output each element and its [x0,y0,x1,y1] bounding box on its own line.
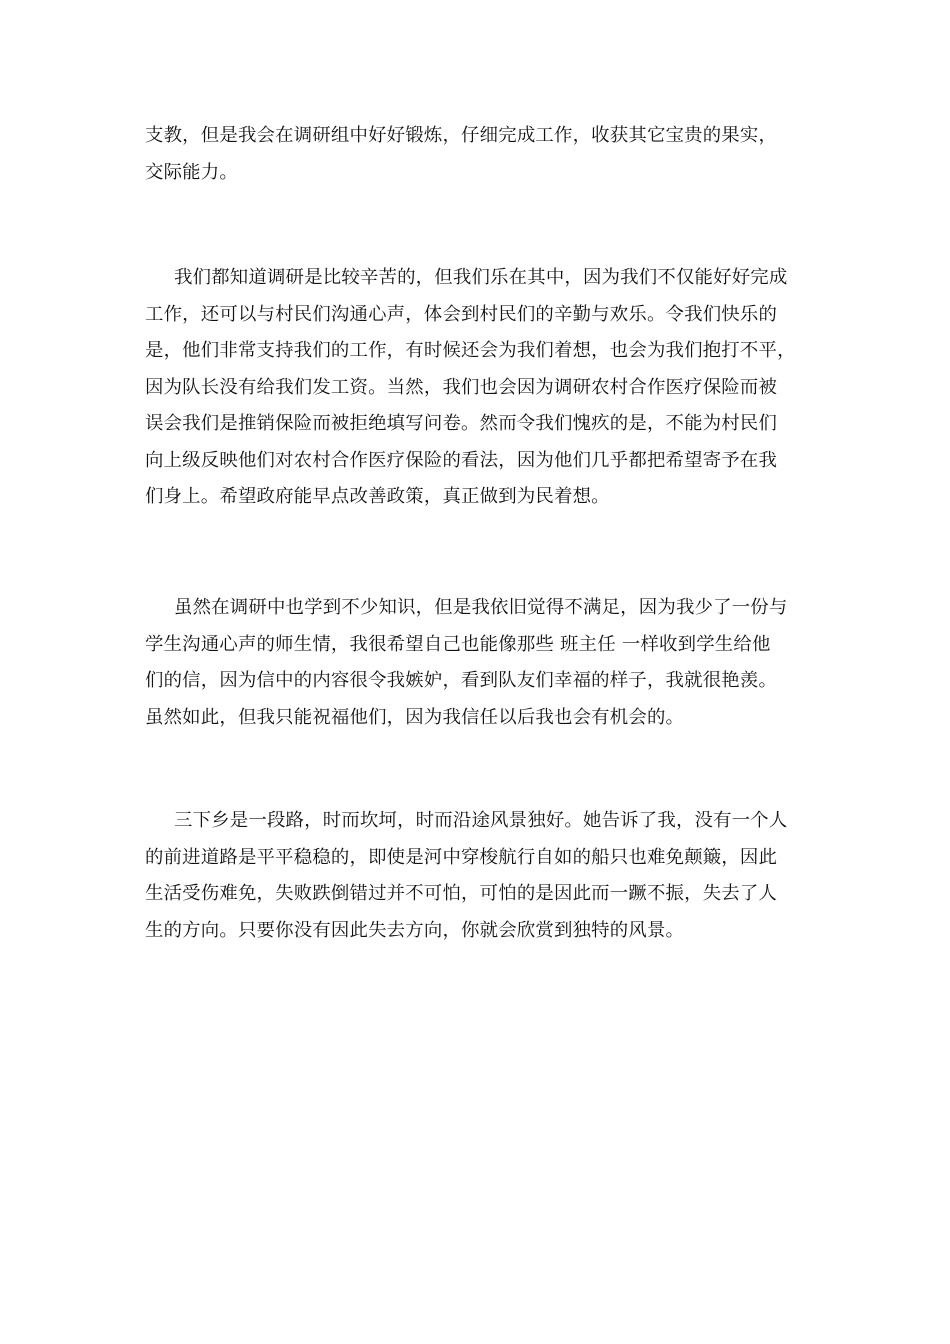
paragraph-line: 是，他们非常支持我们的工作，有时候还会为我们着想，也会为我们抱打不平， [145,340,796,361]
paragraph-line: 生的方向。只要你没有因此失去方向，你就会欣赏到独特的风景。 [145,919,685,941]
paragraph-line: 学生沟通心声的师生情，我很希望自己也能像那些 班主任 一样收到学生给他 [145,633,771,655]
paragraph-4 [145,803,810,949]
paragraph-line: 我们都知道调研是比较辛苦的，但我们乐在其中，因为我们不仅能好好完成 [174,267,788,288]
paragraph-1 [145,118,810,191]
paragraph-2 [145,260,810,516]
paragraph-line: 三下乡是一段路，时而坎坷，时而沿途风景独好。她告诉了我，没有一个人 [174,810,788,831]
paragraph-3 [145,590,810,736]
paragraph-line: 工作，还可以与村民们沟通心声，体会到村民们的辛勤与欢乐。令我们快乐的 [145,303,778,325]
paragraph-line: 的前进道路是平平稳稳的，即使是河中穿梭航行自如的船只也难免颠簸，因此 [145,846,778,868]
paragraph-line: 因为队长没有给我们发工资。当然，我们也会因为调研农村合作医疗保险而被 [145,376,778,398]
paragraph-line: 们的信，因为信中的内容很令我嫉妒，看到队友们幸福的样子，我就很艳羡。 [145,670,778,691]
paragraph-line: 向上级反映他们对农村合作医疗保险的看法，因为他们几乎都把希望寄予在我 [145,449,778,471]
paragraph-line: 们身上。希望政府能早点改善政策，真正做到为民着想。 [145,486,610,507]
paragraph-line: 虽然在调研中也学到不少知识，但是我依旧觉得不满足，因为我少了一份与 [174,597,788,618]
paragraph-line: 交际能力。 [145,161,238,183]
paragraph-line: 误会我们是推销保险而被拒绝填写问卷。然而令我们愧疚的是，不能为村民们 [145,413,778,434]
paragraph-line: 虽然如此，但我只能祝福他们，因为我信任以后我也会有机会的。 [145,706,685,728]
paragraph-line: 生活受伤难免，失败跌倒错过并不可怕，可怕的是因此而一蹶不振，失去了人 [145,883,778,904]
paragraph-line: 支教，但是我会在调研组中好好锻炼，仔细完成工作，收获其它宝贵的果实， [145,125,778,146]
